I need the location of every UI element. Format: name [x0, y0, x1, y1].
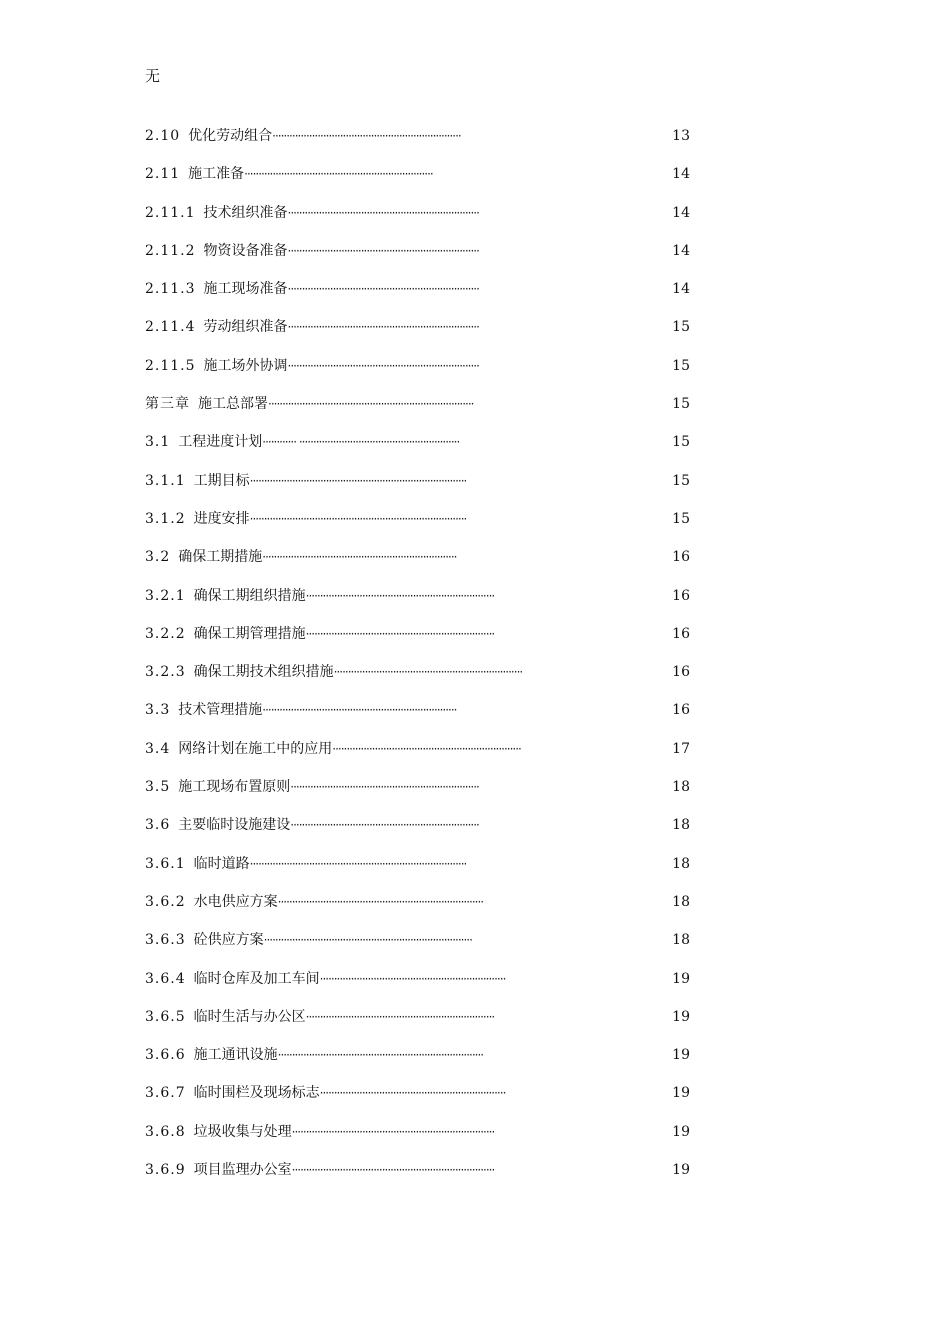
toc-entry-number: 3.2.3	[145, 664, 186, 681]
toc-entry-page-number: 16	[672, 625, 690, 642]
toc-entry[interactable]	[145, 739, 690, 777]
toc-entry-leader-dots: ····································································	[287, 243, 479, 258]
toc-entry-leader-dots: ··································································	[319, 971, 506, 986]
toc-entry-leader-dots: ····································································	[287, 205, 479, 220]
toc-entry[interactable]	[145, 777, 690, 815]
toc-entry-number: 第三章	[145, 396, 190, 413]
toc-entry-page-number: 14	[672, 281, 690, 298]
toc-entry-leader-dots: ········································································	[291, 1163, 495, 1178]
toc-entry-leader-dots: ·············································································	[249, 856, 467, 871]
toc-entry-page-number: 14	[672, 166, 690, 183]
toc-entry-title: 施工现场布置原则	[178, 779, 291, 796]
toc-entry-page-number: 16	[672, 549, 690, 566]
toc-entry-number: 2.11.4	[145, 319, 196, 336]
toc-entry-page-number: 14	[672, 242, 690, 259]
toc-entry-number: 3.6.3	[145, 932, 186, 949]
toc-entry-page-number: 18	[672, 817, 690, 834]
toc-entry-number: 3.2.2	[145, 625, 186, 642]
toc-entry-title: 优化劳动组合	[188, 128, 273, 144]
toc-entry-title: 砼供应方案	[193, 932, 264, 949]
toc-entry-title: 工期目标	[193, 472, 250, 489]
toc-entry-title: 施工准备	[188, 166, 245, 183]
toc-entry[interactable]	[145, 1083, 690, 1121]
toc-entry-title: 施工总部署	[198, 396, 268, 413]
toc-entry-leader-dots: ···································································	[332, 741, 521, 756]
toc-entry-number: 3.2.1	[145, 587, 186, 604]
toc-entry-title: 确保工期管理措施	[193, 625, 306, 642]
toc-entry-title: 临时道路	[193, 855, 250, 872]
toc-entry-page-number: 16	[672, 702, 690, 719]
toc-entry-page-number: 15	[672, 472, 690, 489]
toc-entry-number: 3.3	[145, 702, 171, 719]
toc-entry-leader-dots: ·············································································	[249, 473, 467, 488]
toc-entry-leader-dots: ·········································································	[277, 1048, 484, 1063]
toc-entry-page-number: 15	[672, 396, 690, 413]
toc-entry-leader-dots: ··········································································	[263, 933, 472, 948]
toc-entry[interactable]	[145, 1007, 690, 1045]
toc-entry[interactable]	[145, 356, 690, 394]
toc-entry-page-number: 16	[672, 664, 690, 681]
toc-entry-page-number: 15	[672, 357, 690, 374]
toc-entry-leader-dots: ·····································································	[262, 703, 457, 718]
toc-entry-title: 施工通讯设施	[193, 1047, 278, 1064]
toc-entry-leader-dots: ··································································	[319, 1086, 506, 1101]
toc-entry-number: 3.1	[145, 434, 171, 451]
toc-entry-leader-dots: ·····································································	[262, 550, 457, 565]
toc-entry[interactable]	[145, 126, 690, 164]
toc-entry-page-number: 18	[672, 893, 690, 910]
toc-entry-title: 临时生活与办公区	[193, 1008, 306, 1025]
toc-entry-title: 垃圾收集与处理	[193, 1123, 292, 1140]
toc-entry[interactable]	[145, 241, 690, 279]
toc-entry-number: 3.2	[145, 549, 171, 566]
toc-entry-page-number: 18	[672, 779, 690, 796]
toc-entry-leader-dots: ····································································	[287, 282, 479, 297]
toc-entry-leader-dots: ········································································	[291, 1124, 495, 1139]
toc-entry-number: 2.10	[145, 128, 181, 144]
toc-entry[interactable]	[145, 1160, 690, 1198]
header-text: 无	[145, 67, 161, 85]
toc-entry-page-number: 14	[672, 204, 690, 221]
toc-entry-leader-dots: ···································································	[333, 665, 523, 680]
toc-entry-number: 3.1.2	[145, 510, 186, 527]
toc-entry-page-number: 18	[672, 855, 690, 872]
toc-entry-page-number: 19	[672, 1008, 690, 1025]
toc-entry-number: 2.11	[145, 166, 181, 183]
toc-entry-title: 施工现场准备	[203, 281, 288, 298]
toc-entry-number: 3.1.1	[145, 472, 186, 489]
toc-entry-page-number: 17	[672, 740, 690, 757]
toc-entry-title: 劳动组织准备	[203, 319, 288, 336]
toc-entry-leader-dots: ·········································································	[268, 397, 474, 412]
toc-entry[interactable]	[145, 586, 690, 624]
toc-entry-number: 3.6.2	[145, 893, 186, 910]
toc-entry-number: 3.6.4	[145, 970, 186, 987]
toc-entry-leader-dots: ············ ·························································	[262, 435, 460, 450]
toc-entry-number: 3.5	[145, 779, 171, 796]
toc-entry[interactable]	[145, 815, 690, 853]
toc-entry[interactable]	[145, 930, 690, 968]
toc-entry[interactable]	[145, 662, 690, 700]
toc-entry-title: 主要临时设施建设	[178, 817, 291, 834]
toc-entry-page-number: 15	[672, 319, 690, 336]
toc-entry-page-number: 19	[672, 1123, 690, 1140]
toc-entry-leader-dots: ···································································	[244, 167, 433, 182]
toc-entry-number: 3.6.7	[145, 1085, 186, 1102]
toc-entry-number: 3.6	[145, 817, 171, 834]
toc-entry-page-number: 16	[672, 587, 690, 604]
toc-entry-title: 项目监理办公室	[193, 1162, 292, 1179]
toc-entry-title: 进度安排	[193, 510, 250, 527]
toc-entry[interactable]	[145, 624, 690, 662]
toc-entry-title: 工程进度计划	[178, 434, 263, 451]
toc-entry[interactable]	[145, 203, 690, 241]
toc-entry-page-number: 19	[672, 1047, 690, 1064]
toc-entry-leader-dots: ·········································································	[277, 894, 484, 909]
toc-entry-title: 技术管理措施	[178, 702, 263, 719]
toc-entry[interactable]	[145, 317, 690, 355]
toc-entry-page-number: 13	[672, 128, 690, 144]
toc-entry-leader-dots: ···································································	[305, 626, 495, 641]
toc-entry[interactable]	[145, 1045, 690, 1083]
toc-entry-page-number: 19	[672, 1085, 690, 1102]
toc-entry-leader-dots: ····································································	[287, 320, 479, 335]
table-of-contents	[145, 126, 690, 1198]
toc-entry[interactable]	[145, 1122, 690, 1160]
toc-entry-leader-dots: ···································································	[305, 1009, 495, 1024]
toc-entry[interactable]	[145, 471, 690, 509]
toc-entry-title: 临时围栏及现场标志	[193, 1085, 320, 1102]
toc-entry-number: 2.11.2	[145, 242, 196, 259]
toc-entry-page-number: 15	[672, 434, 690, 451]
toc-entry-leader-dots: ···································································	[305, 588, 495, 603]
toc-entry-title: 确保工期技术组织措施	[193, 664, 334, 681]
toc-entry[interactable]	[145, 969, 690, 1007]
toc-entry[interactable]	[145, 854, 690, 892]
toc-entry[interactable]	[145, 164, 690, 202]
toc-entry-number: 2.11.3	[145, 281, 196, 298]
toc-entry[interactable]	[145, 892, 690, 930]
toc-entry-number: 2.11.5	[145, 357, 196, 374]
toc-entry-title: 技术组织准备	[203, 204, 288, 221]
toc-entry-leader-dots: ···································································	[290, 780, 479, 795]
toc-entry-number: 3.6.6	[145, 1047, 186, 1064]
toc-entry[interactable]	[145, 432, 690, 470]
toc-entry-page-number: 18	[672, 932, 690, 949]
toc-entry-title: 临时仓库及加工车间	[193, 970, 320, 987]
toc-entry-leader-dots: ·············································································	[249, 511, 467, 526]
toc-entry[interactable]	[145, 279, 690, 317]
toc-entry-title: 施工场外协调	[203, 357, 288, 374]
toc-entry-leader-dots: ···································································	[290, 818, 479, 833]
toc-entry-title: 水电供应方案	[193, 893, 278, 910]
toc-entry-title: 确保工期组织措施	[193, 587, 306, 604]
toc-entry[interactable]	[145, 509, 690, 547]
toc-entry[interactable]	[145, 394, 690, 432]
toc-entry-page-number: 19	[672, 970, 690, 987]
toc-entry-page-number: 15	[672, 510, 690, 527]
toc-entry[interactable]	[145, 547, 690, 585]
toc-entry-title: 确保工期措施	[178, 549, 263, 566]
toc-entry-number: 3.6.8	[145, 1123, 186, 1140]
toc-entry-number: 3.6.1	[145, 855, 186, 872]
toc-entry-leader-dots: ···································································	[272, 129, 461, 143]
toc-entry-number: 2.11.1	[145, 204, 196, 221]
toc-entry[interactable]	[145, 700, 690, 738]
toc-entry-number: 3.6.5	[145, 1008, 186, 1025]
toc-entry-number: 3.6.9	[145, 1162, 186, 1179]
toc-entry-leader-dots: ····································································	[287, 358, 479, 373]
toc-entry-page-number: 19	[672, 1162, 690, 1179]
toc-entry-title: 网络计划在施工中的应用	[178, 740, 333, 757]
toc-entry-number: 3.4	[145, 740, 171, 757]
toc-entry-title: 物资设备准备	[203, 242, 288, 259]
